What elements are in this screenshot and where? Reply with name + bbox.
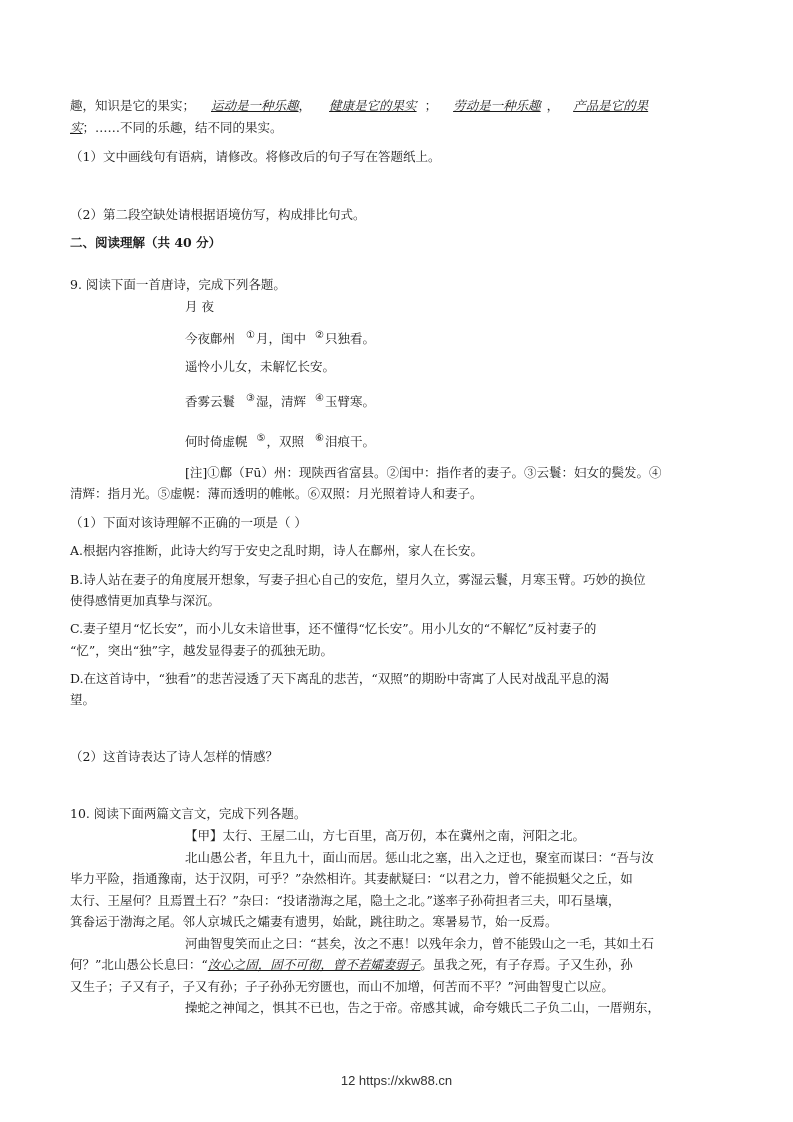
option-c-line-1: C.妻子望月“忆长安”，而小儿女未谙世事，还不懂得“忆长安”。用小儿女的“不解忆”反衬妻子的 [70, 621, 597, 636]
question-8-1: （1）文中画线句有语病，请修改。将修改后的句子写在答题纸上。 [70, 149, 441, 164]
question-8-2: （2）第二段空缺处请根据语境仿写，构成排比句式。 [70, 207, 366, 222]
note-marker-3: ③ [246, 393, 255, 404]
note-marker-1: ① [246, 330, 255, 341]
option-d-line-1: D.在这首诗中，“独看”的悲苦浸透了天下离乱的悲苦，“双照”的期盼中寄寓了人民对战乱平息的渴 [70, 671, 610, 686]
passage-line-1: 【甲】太行、王屋二山，方七百里，高万仞，本在冀州之南，河阳之北。 [185, 828, 586, 843]
poem-title: 月 夜 [185, 299, 214, 314]
option-b-line-2: 使得感情更加真挚与深沉。 [70, 593, 221, 608]
underlined-sentence-1: 运动是一种乐趣 [211, 98, 299, 113]
passage-line-3: 毕力平险，指通豫南，达于汉阴，可乎？”杂然相许。其妻献疑曰：“以君之力，曾不能损魁父之丘，如 [70, 871, 633, 886]
question-9-1: （1）下面对该诗理解不正确的一项是（ ） [70, 515, 307, 530]
question-9-stem: 9. 阅读下面一首唐诗，完成下列各题。 [70, 277, 286, 292]
underlined-sentence-4: 产品是它的果 [573, 98, 649, 113]
poem-note-1: [注]①鄜（Fū）州：现陕西省富县。②闺中：指作者的妻子。③云鬟：妇女的鬓发。④ [185, 465, 662, 480]
passage-line-4: 太行、王屋何？且焉置土石？”杂曰：“投诸渤海之尾，隐土之北。”遂率子孙荷担者三夫，叩石垦壤， [70, 893, 621, 908]
passage-line-2: 北山愚公者，年且九十，面山而居。惩山北之塞，出入之迂也，聚室而谋曰：“吾与汝 [185, 850, 654, 865]
intro-line-1: 趣，知识是它的果实； 运动是一种乐趣， 健康是它的果实 ； 劳动是一种乐趣 ， 产品是它的果 [70, 98, 649, 113]
note-marker-5: ⑤ [256, 433, 266, 444]
passage-line-9: 操蛇之神闻之，惧其不已也，告之于帝。帝感其诚，命夸娥氏二子负二山，一厝朔东， [185, 1000, 661, 1015]
question-10-stem: 10. 阅读下面两篇文言文，完成下列各题。 [70, 806, 307, 821]
poem-line-4: 何时倚虚幌 ⑤，双照 ⑥泪痕干。 [185, 433, 375, 449]
note-marker-2: ② [315, 330, 324, 341]
underlined-sentence-4-end: 实 [70, 120, 83, 135]
section-title: 二、阅读理解（共 40 分） [70, 235, 222, 250]
poem-line-1: 今夜鄜州 ①月，闺中 ②只独看。 [185, 330, 375, 346]
passage-line-7: 何？”北山愚公长息曰：“汝心之固，固不可彻，曾不若孀妻弱子。虽我之死，有子存焉。子又生孙，孙 [70, 957, 633, 972]
passage-line-6: 河曲智叟笑而止之曰：“甚矣，汝之不惠！以残年余力，曾不能毁山之一毛，其如土石 [185, 936, 654, 951]
poem-line-2: 遥怜小儿女，未解忆长安。 [185, 359, 336, 374]
underlined-sentence-2: 健康是它的果实 [329, 98, 417, 113]
note-marker-6: ⑥ [315, 433, 324, 444]
note-marker-4: ④ [315, 393, 324, 404]
option-b-line-1: B.诗人站在妻子的角度展开想象，写妻子担心自己的安危，望月久立，雾湿云鬟，月寒玉臂。巧妙的换位 [70, 572, 646, 587]
underlined-sentence-3: 劳动是一种乐趣 [453, 98, 541, 113]
poem-line-3: 香雾云鬟 ③湿，清辉 ④玉臂寒。 [185, 393, 375, 409]
option-d-line-2: 望。 [70, 692, 96, 707]
poem-note-2: 清辉：指月光。⑤虚幌：薄而透明的帷帐。⑥双照：月光照着诗人和妻子。 [70, 486, 483, 501]
intro-line-2: 实；……不同的乐趣，结不同的果实。 [70, 120, 283, 135]
passage-line-5: 箕畚运于渤海之尾。邻人京城氏之孀妻有遗男，始龀，跳往助之。寒暑易节，始一反焉。 [70, 914, 558, 929]
option-c-line-2: “忆”，突出“独”字，越发显得妻子的孤独无助。 [70, 643, 334, 658]
option-a: A.根据内容推断，此诗大约写于安史之乱时期，诗人在鄜州，家人在长安。 [70, 543, 484, 558]
question-9-2: （2）这首诗表达了诗人怎样的情感？ [70, 749, 278, 764]
page-footer: 12 https://xkw88.cn [340, 1073, 453, 1088]
underlined-passage-sentence: 汝心之固，固不可彻，曾不若孀妻弱子 [207, 957, 421, 972]
passage-line-8: 又生子；子又有子，子又有孙；子子孙孙无穷匮也，而山不加增，何苦而不平？”河曲智叟亡以应。 [70, 979, 614, 994]
